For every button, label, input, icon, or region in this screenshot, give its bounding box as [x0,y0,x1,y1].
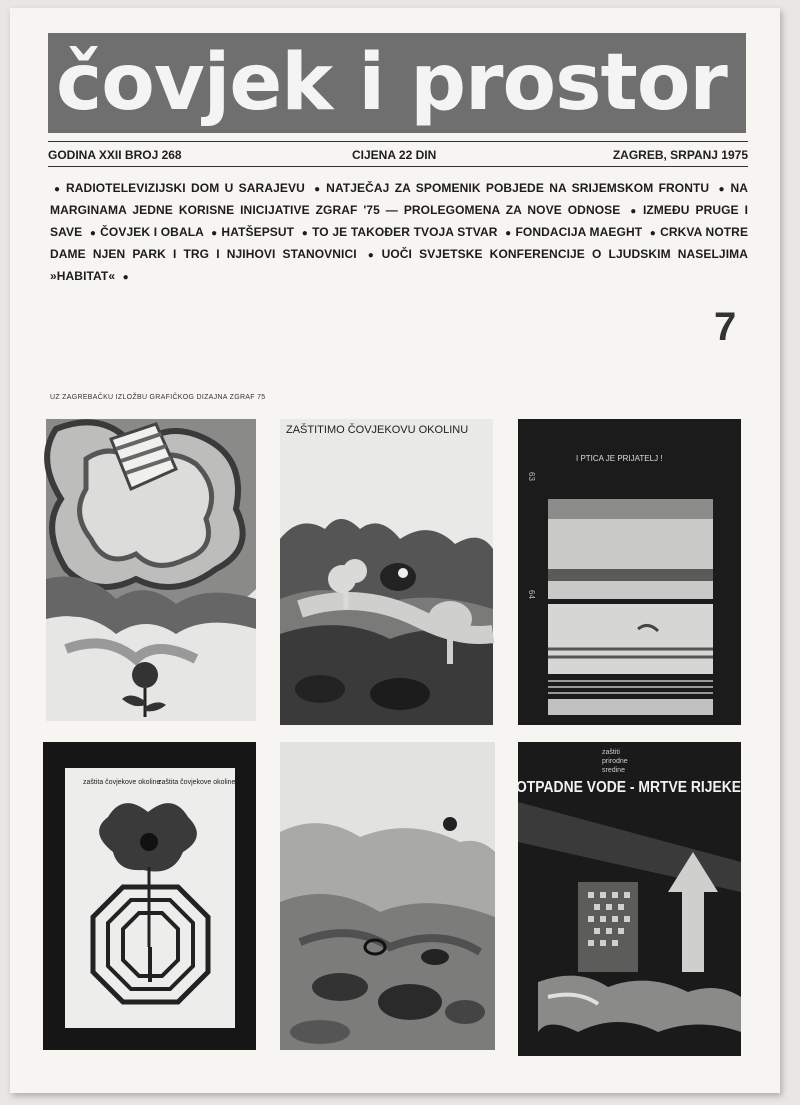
masthead [48,33,746,133]
contents-item: RADIOTELEVIZIJSKI DOM U SARAJEVU [66,181,305,195]
poster-protect-environment [280,419,493,725]
header-rule-bottom [48,166,748,167]
poster-number: 63 [527,472,536,481]
poster-small-text: sredine [602,767,625,774]
contents-item: FONDACIJA MAEGHT [515,225,643,239]
poster-caption: UZ ZAGREBAČKU IZLOŽBU GRAFIČKOG DIZAJNA ZGRAF 75 [50,394,266,401]
poster-title: I PTICA JE PRIJATELJ ! [576,454,663,463]
poster-small-text: prirodne [602,758,628,765]
bullet-icon: ● [718,184,727,195]
poster-title: ZAŠTITIMO ČOVJEKOVU OKOLINU [286,424,469,436]
bullet-icon: ● [314,184,323,195]
poster-label-right: zaštita čovjekove okoline [158,779,236,786]
poster-bird-friend [518,419,741,725]
issue-info-row [48,148,748,164]
contents-item: UOČI SVJETSKE KONFERENCIJE O LJUDSKIM NASELJIMA »HABITAT« [50,247,749,283]
bullet-icon: ● [122,272,129,283]
contents-item: IZMEĐU PRUGE I SAVE [50,203,748,239]
bullet-icon: ● [630,206,639,217]
bullet-icon: ● [211,228,218,239]
poster-small-text: zaštiti [602,749,620,756]
contents-item: HATŠEPSUT [221,225,295,239]
bullet-icon: ● [505,228,512,239]
poster-dead-rivers [518,742,741,1056]
bullet-icon: ● [367,250,378,261]
issue-info: GODINA XXII BROJ 268 [48,148,182,162]
poster-label-left: zaštita čovjekove okoline [83,779,161,786]
contents-item: TO JE TAKOĐER TVOJA STVAR [312,225,498,239]
bullet-icon: ● [54,184,63,195]
contents-item: NATJEČAJ ZA SPOMENIK POBJEDE NA SRIJEMSKOM FRONTU [326,181,710,195]
header-rule-top [48,141,748,142]
issue-number: 7 [714,305,737,349]
bullet-icon: ● [89,228,97,239]
place-date: ZAGREB, SRPANJ 1975 [612,148,748,162]
contents-list [50,178,748,288]
contents-item: NA MARGINAMA JEDNE KORISNE INICIJATIVE ZGRAF '75 — PROLEGOMENA ZA NOVE ODNOSE [50,181,749,217]
bullet-icon: ● [649,228,657,239]
contents-item: ČOVJEK I OBALA [100,225,204,239]
bullet-icon: ● [301,228,309,239]
magazine-title: čovjek i prostor [56,38,727,128]
contents-item: CRKVA NOTRE DAME NJEN PARK I TRG I NJIHOVI STANOVNICI [50,225,749,261]
poster-flower-labyrinth [43,742,256,1050]
poster-texture-collage [280,742,495,1050]
poster-flower-abstract [46,419,256,721]
poster-title: OTPADNE VODE - MRTVE RIJEKE [516,779,742,796]
poster-number: 64 [527,590,536,599]
price: CIJENA 22 DIN [352,148,437,162]
